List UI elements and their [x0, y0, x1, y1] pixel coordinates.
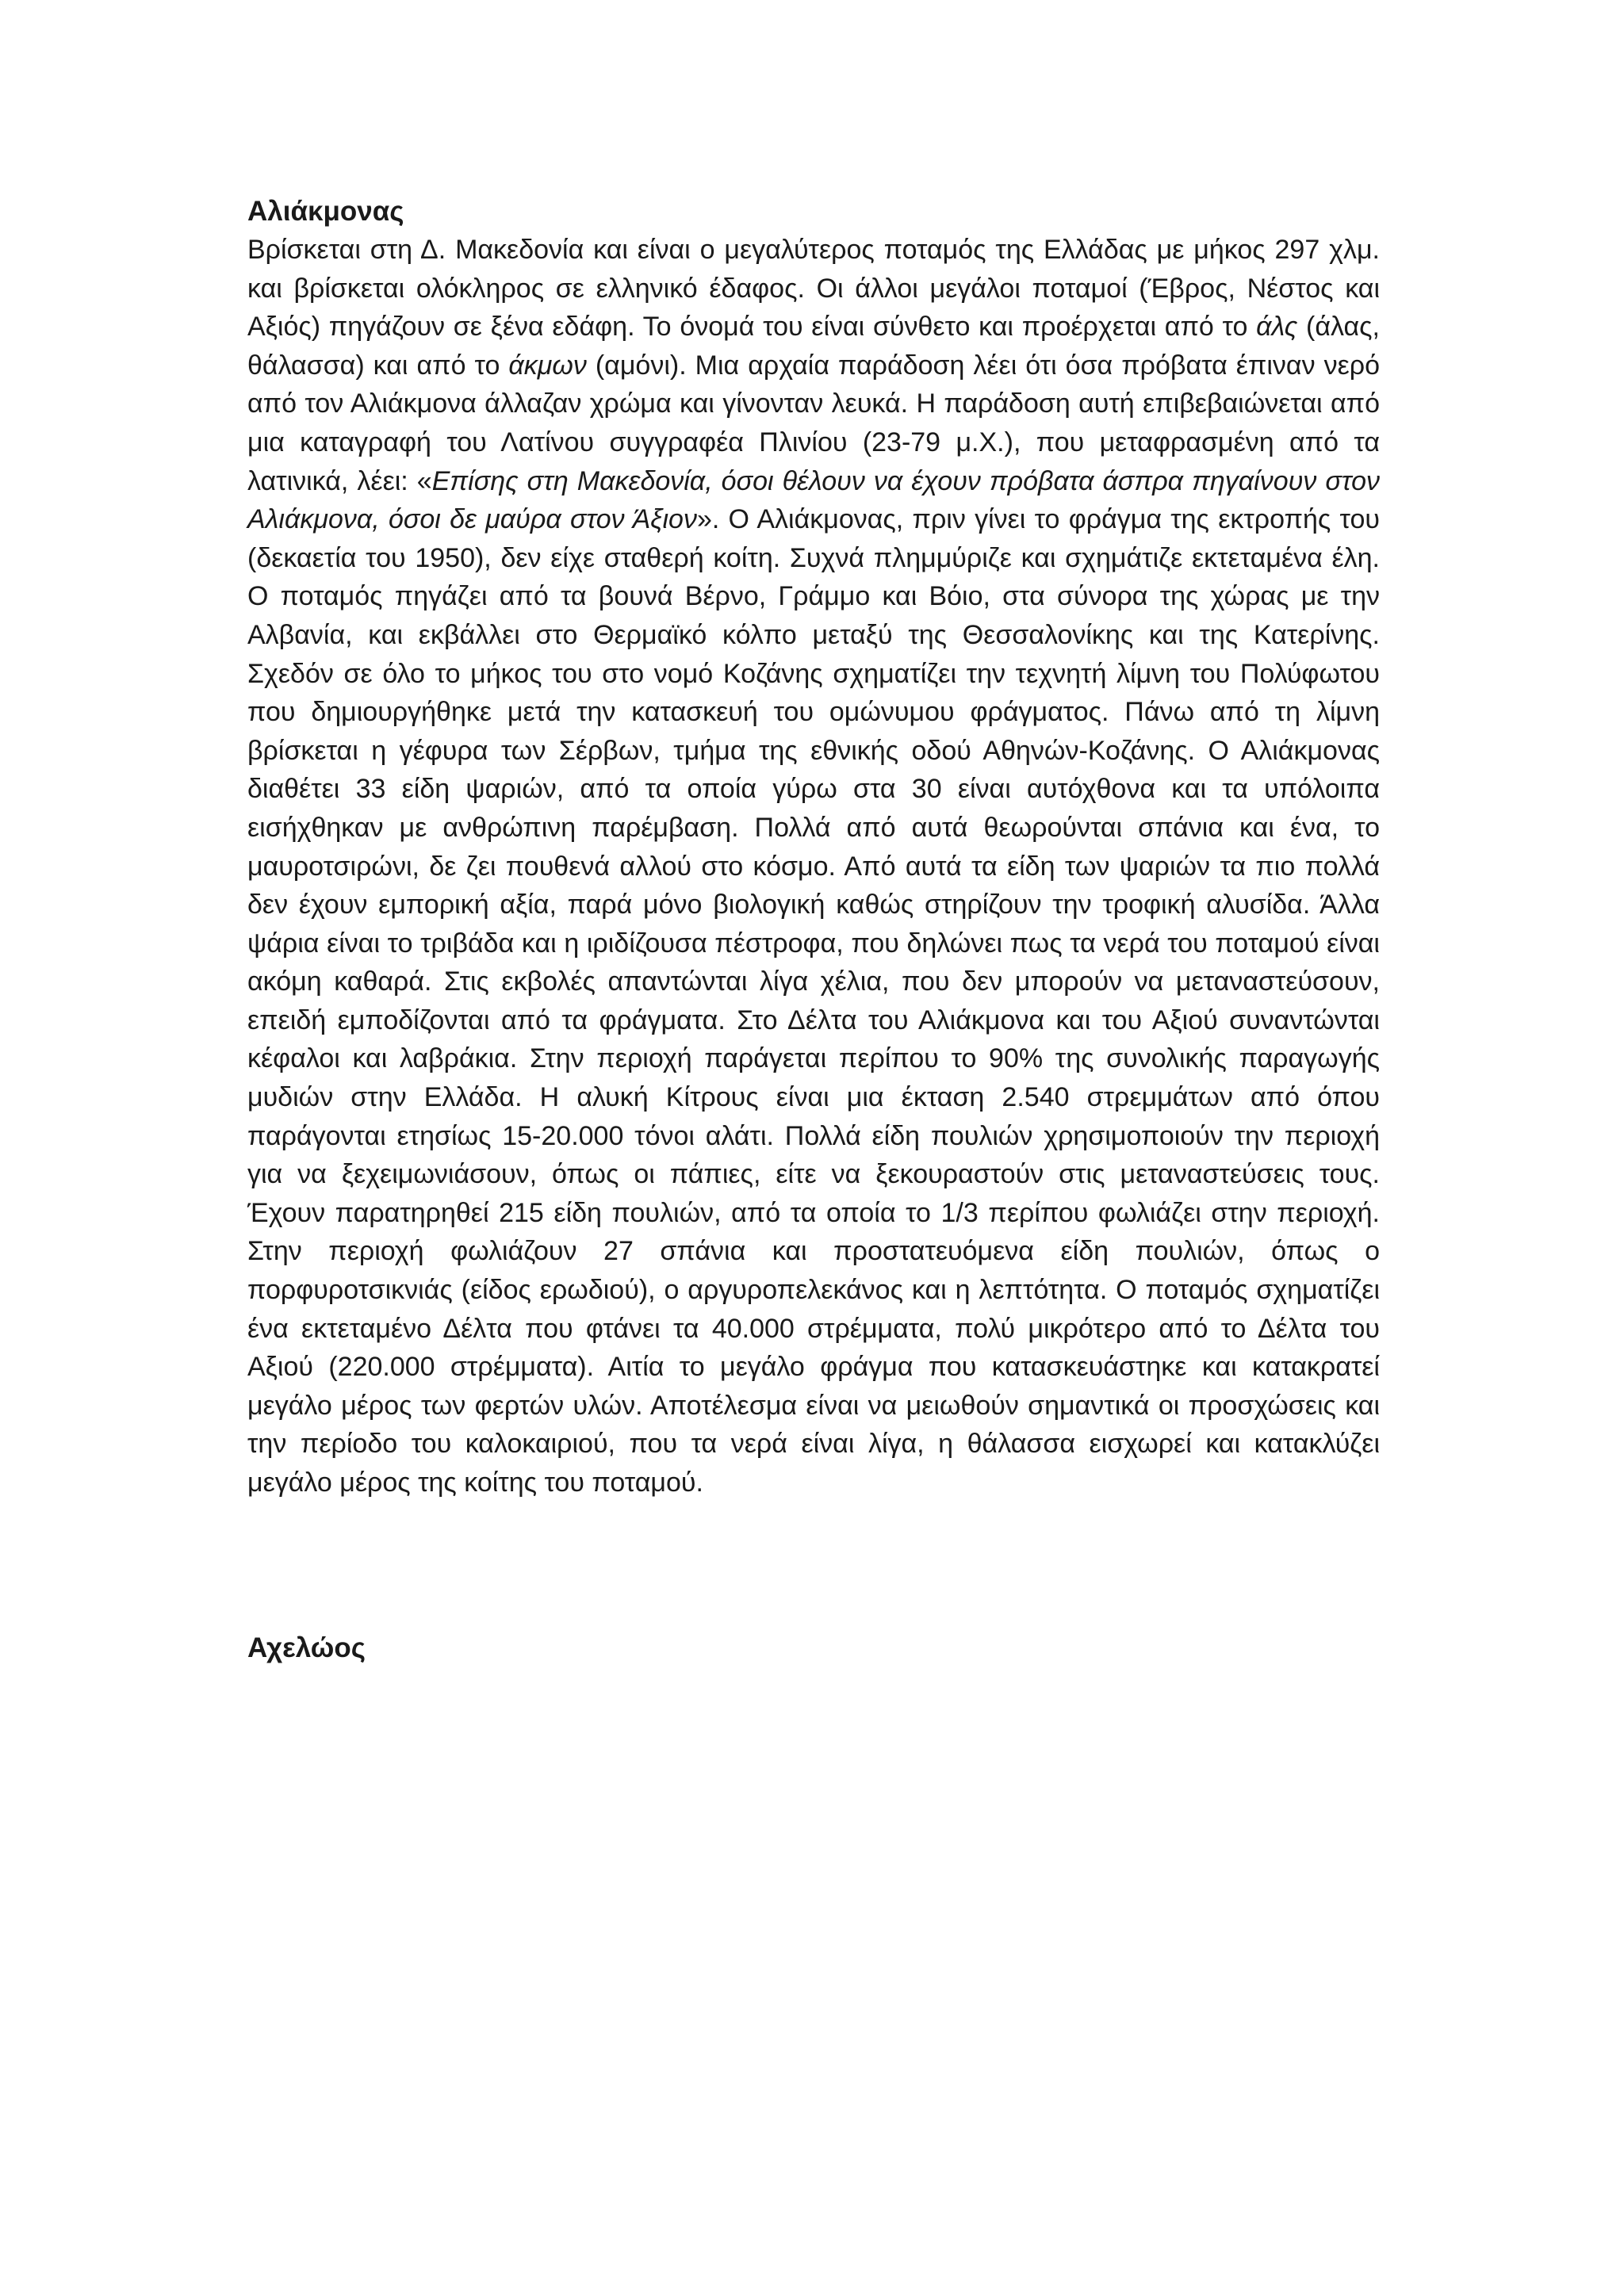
body-text-segment: (άλας, θάλασσα) και από το [247, 312, 1380, 381]
body-text-segment: Βρίσκεται στη Δ. Μακεδονία και είναι ο μεγαλύτερος ποταμός της Ελλάδας με μήκος 297 χλμ. και βρίσκεται ολόκληρος σε ελληνικό έδαφος. Οι άλλοι μεγάλοι ποταμοί (Έβρος, Νέστος και Αξιός) πηγάζουν σε ξένα εδάφη. Το όνομά του είναι σύνθετο και προέρχεται από το [247, 235, 1380, 342]
section-title-acheloos: Αχελώος [247, 1632, 366, 1663]
section-body [247, 231, 1380, 1502]
body-text-italic-segment: Επίσης στη Μακεδονία, όσοι θέλουν να έχουν πρόβατα άσπρα πηγαίνουν στον Αλιάκμονα, όσοι δε μαύρα στον Άξιον [247, 465, 1381, 535]
body-text-italic-segment: άκμων [508, 350, 587, 381]
body-text-segment: (αμόνι). Μια αρχαία παράδοση λέει ότι όσα πρόβατα έπιναν νερό από τον Αλιάκμονα άλλαζαν χρώμα και γίνονταν λευκά. Η παράδοση αυτή επιβεβαιώνεται από μια καταγραφή του Λατίνου συγγραφέα Πλινίου (23-79 μ.Χ.), που μεταφρασμένη από τα λατινικά, λέει: « [247, 350, 1380, 496]
body-text-segment: ». Ο Αλιάκμονας, πριν γίνει το φράγμα της εκτροπής του (δεκαετία του 1950), δεν είχε σταθερή κοίτη. Συχνά πλημμύριζε και σχημάτιζε εκτεταμένα έλη. Ο ποταμός πηγάζει από τα βουνά Βέρνο, Γράμμο και Βόιο, στα σύνορα της χώρας με την Αλβανία, και εκβάλλει στο Θερμαϊκό κόλπο μεταξύ της Θεσσαλονίκης και της Κατερίνης. Σχεδόν σε όλο το μήκος του στο νομό Κοζάνης σχηματίζει την τεχνητή λίμνη του Πολύφωτου που δημιουργήθηκε μετά την κατασκευή του ομώνυμου φράγματος. Πάνω από τη λίμνη βρίσκεται η γέφυρα των Σέρβων, τμήμα της εθνικής οδού Αθηνών-Κοζάνης. Ο Αλιάκμονας διαθέτει 33 είδη ψαριών, από τα οποία γύρω στα 30 είναι αυτόχθονα και τα υπόλοιπα εισήχθηκαν με ανθρώπινη παρέμβαση. Πολλά από αυτά θεωρούνται σπάνια και ένα, το μαυροτσιρώνι, δε ζει πουθενά αλλού στο κόσμο. Από αυτά τα είδη των ψαριών τα πιο πολλά δεν έχουν εμπορική αξία, παρά μόνο βιολογική καθώς στηρίζουν την τροφική αλυσίδα. Άλλα ψάρια είναι το τριβάδα και η ιριδίζουσα πέστροφα, που δηλώνει πως τα νερά του ποταμού είναι ακόμη καθαρά. Στις εκβολές απαντώνται λίγα χέλια, που δεν μπορούν να μεταναστεύσουν, επειδή εμποδίζονται από τα φράγματα. Στο Δέλτα του Αλιάκμονα και του Αξιού συναντώνται κέφαλοι και λαβράκια. Στην περιοχή παράγεται περίπου το 90% της συνολικής παραγωγής μυδιών στην Ελλάδα. Η αλυκή Κίτρους είναι μια έκταση 2.540 στρεμμάτων από όπου παράγονται ετησίως 15-20.000 τόνοι αλάτι. Πολλά είδη πουλιών χρησιμοποιούν την περιοχή για να ξεχειμωνιάσουν, όπως οι πάπιες, είτε να ξεκουραστούν στις μεταναστεύσεις τους. Έχουν παρατηρηθεί 215 είδη πουλιών, από τα οποία το 1/3 περίπου φωλιάζει στην περιοχή. Στην περιοχή φωλιάζουν 27 σπάνια και προστατευόμενα είδη πουλιών, όπως ο πορφυροτσικνιάς (είδος ερωδιού), ο αργυροπελεκάνος και η λεπτότητα. Ο ποταμός σχηματίζει ένα εκτεταμένο Δέλτα που φτάνει τα 40.000 στρέμματα, πολύ μικρότερο από το Δέλτα του Αξιού (220.000 στρέμματα). Αιτία το μεγάλο φράγμα που κατασκευάστηκε και κατακρατεί μεγάλο μέρος των φερτών υλών. Αποτέλεσμα είναι να μειωθούν σημαντικά οι προσχώσεις και την περίοδο του καλοκαιριού, που τα νερά είναι λίγα, η θάλασσα εισχωρεί και κατακλύζει μεγάλο μέρος της κοίτης του ποταμού. [247, 504, 1380, 1498]
section-aliakmonas [247, 193, 1380, 1502]
section-title: Αλιάκμονας [247, 196, 404, 227]
body-text-italic-segment: άλς [1256, 312, 1298, 342]
